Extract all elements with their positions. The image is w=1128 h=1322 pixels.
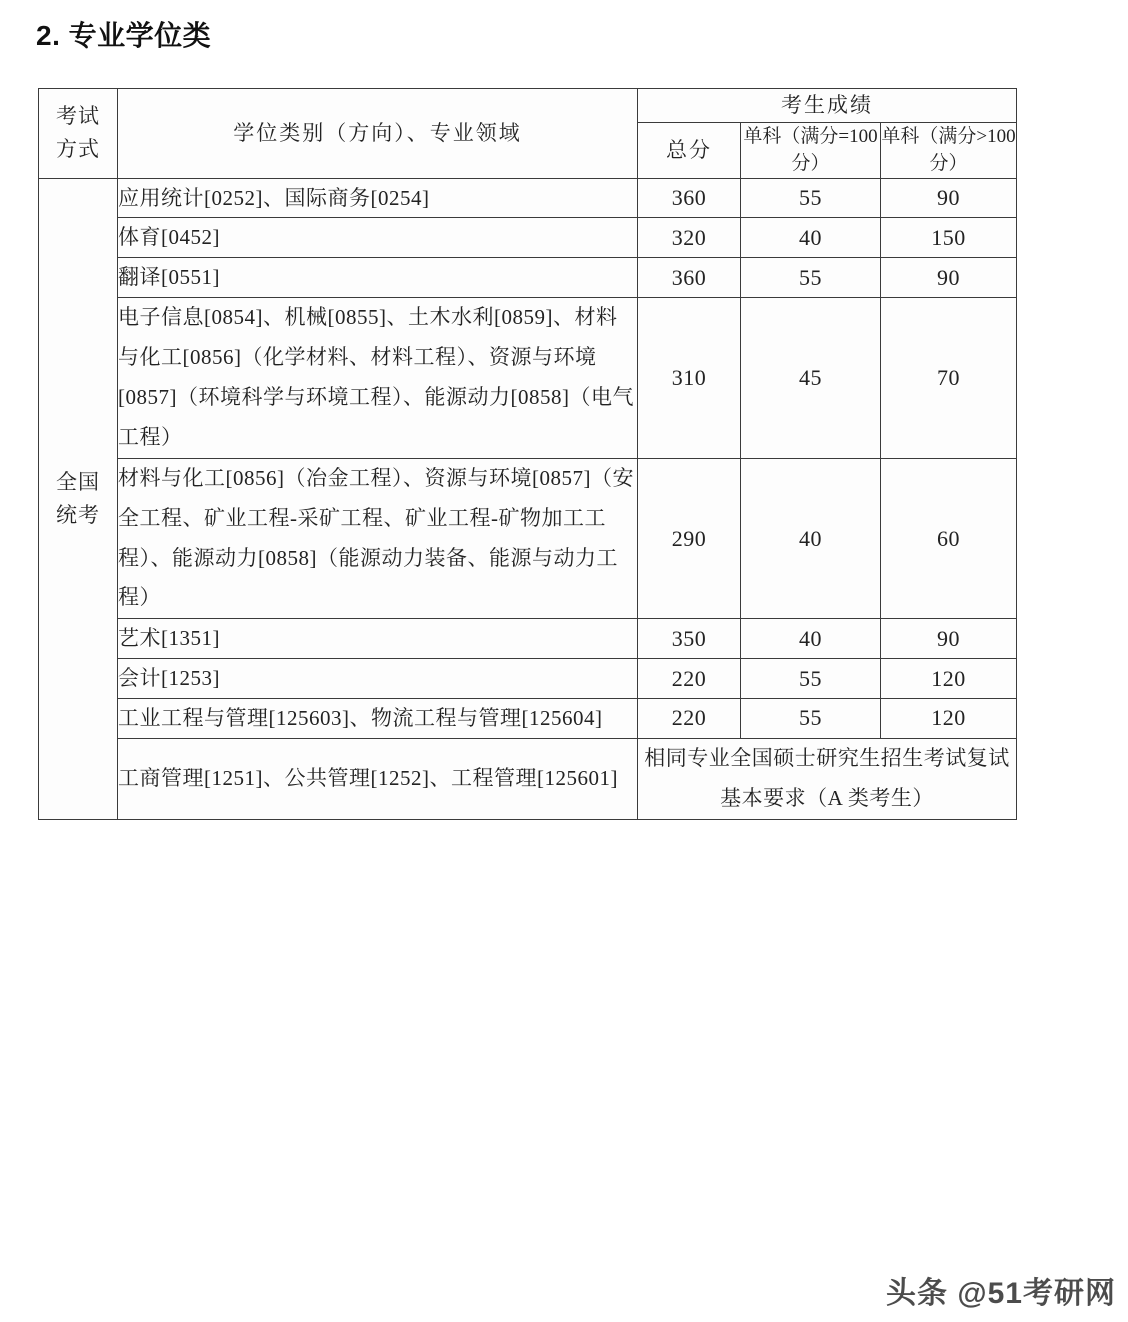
header-scores-group: 考生成绩 [638, 89, 1017, 123]
cell-single-gt100: 120 [881, 698, 1017, 738]
cell-total-score: 290 [638, 458, 741, 619]
cell-single-eq100: 40 [741, 619, 881, 659]
header-single-gt100: 单科（满分>100 分） [881, 122, 1017, 178]
cell-major: 应用统计[0252]、国际商务[0254] [118, 178, 638, 218]
page-title: 2. 专业学位类 [36, 20, 212, 51]
header-single-eq100: 单科（满分=100 分） [741, 122, 881, 178]
cell-single-gt100: 90 [881, 258, 1017, 298]
cell-single-gt100: 150 [881, 218, 1017, 258]
watermark-text: 头条 @51考研网 [886, 1277, 1116, 1310]
table-row [39, 738, 1017, 819]
table-row [39, 458, 1017, 619]
cell-major: 工业工程与管理[125603]、物流工程与管理[125604] [118, 698, 638, 738]
cell-single-gt100: 90 [881, 178, 1017, 218]
watermark [886, 1268, 1116, 1312]
cell-single-eq100: 55 [741, 698, 881, 738]
cell-major: 会计[1253] [118, 659, 638, 699]
header-exam-mode-line1: 考试 [56, 103, 100, 128]
score-table-container [38, 88, 1016, 820]
cell-exam-mode [39, 178, 118, 819]
cell-major: 材料与化工[0856]（冶金工程）、资源与环境[0857]（安全工程、矿业工程-采矿工程、矿业工程-矿物加工工程）、能源动力[0858]（能源动力装备、能源与动力工程） [118, 458, 638, 619]
header-total-score: 总分 [638, 122, 741, 178]
table-row [39, 178, 1017, 218]
cell-single-eq100: 45 [741, 298, 881, 459]
cell-major: 体育[0452] [118, 218, 638, 258]
cell-major: 工商管理[1251]、公共管理[1252]、工程管理[125601] [118, 738, 638, 819]
table-row [39, 258, 1017, 298]
cell-total-score: 220 [638, 698, 741, 738]
cell-single-gt100: 70 [881, 298, 1017, 459]
cell-major: 翻译[0551] [118, 258, 638, 298]
exam-mode-line2: 统考 [56, 502, 100, 527]
table-row [39, 698, 1017, 738]
table-row [39, 298, 1017, 459]
cell-single-gt100: 60 [881, 458, 1017, 619]
header-degree-category: 学位类别（方向）、专业领域 [118, 89, 638, 179]
cell-single-eq100: 55 [741, 258, 881, 298]
cell-reference-note: 相同专业全国硕士研究生招生考试复试基本要求（A 类考生） [638, 738, 1017, 819]
cell-single-eq100: 55 [741, 659, 881, 699]
cell-single-eq100: 40 [741, 458, 881, 619]
cell-total-score: 220 [638, 659, 741, 699]
header-row-top [39, 89, 1017, 123]
table-row [39, 619, 1017, 659]
cell-single-gt100: 90 [881, 619, 1017, 659]
admission-score-table [38, 88, 1017, 820]
table-row [39, 659, 1017, 699]
cell-total-score: 310 [638, 298, 741, 459]
table-row [39, 218, 1017, 258]
cell-single-gt100: 120 [881, 659, 1017, 699]
cell-total-score: 320 [638, 218, 741, 258]
cell-total-score: 350 [638, 619, 741, 659]
exam-mode-line1: 全国 [56, 470, 100, 495]
table-header [39, 89, 1017, 179]
cell-single-eq100: 55 [741, 178, 881, 218]
header-exam-mode [39, 89, 118, 179]
table-body [39, 178, 1017, 819]
cell-single-eq100: 40 [741, 218, 881, 258]
cell-total-score: 360 [638, 258, 741, 298]
header-exam-mode-line2: 方式 [56, 137, 100, 162]
cell-major: 艺术[1351] [118, 619, 638, 659]
cell-total-score: 360 [638, 178, 741, 218]
cell-major: 电子信息[0854]、机械[0855]、土木水利[0859]、材料与化工[0856]（化学材料、材料工程）、资源与环境[0857]（环境科学与环境工程）、能源动力[0858]（电气工程） [118, 298, 638, 459]
